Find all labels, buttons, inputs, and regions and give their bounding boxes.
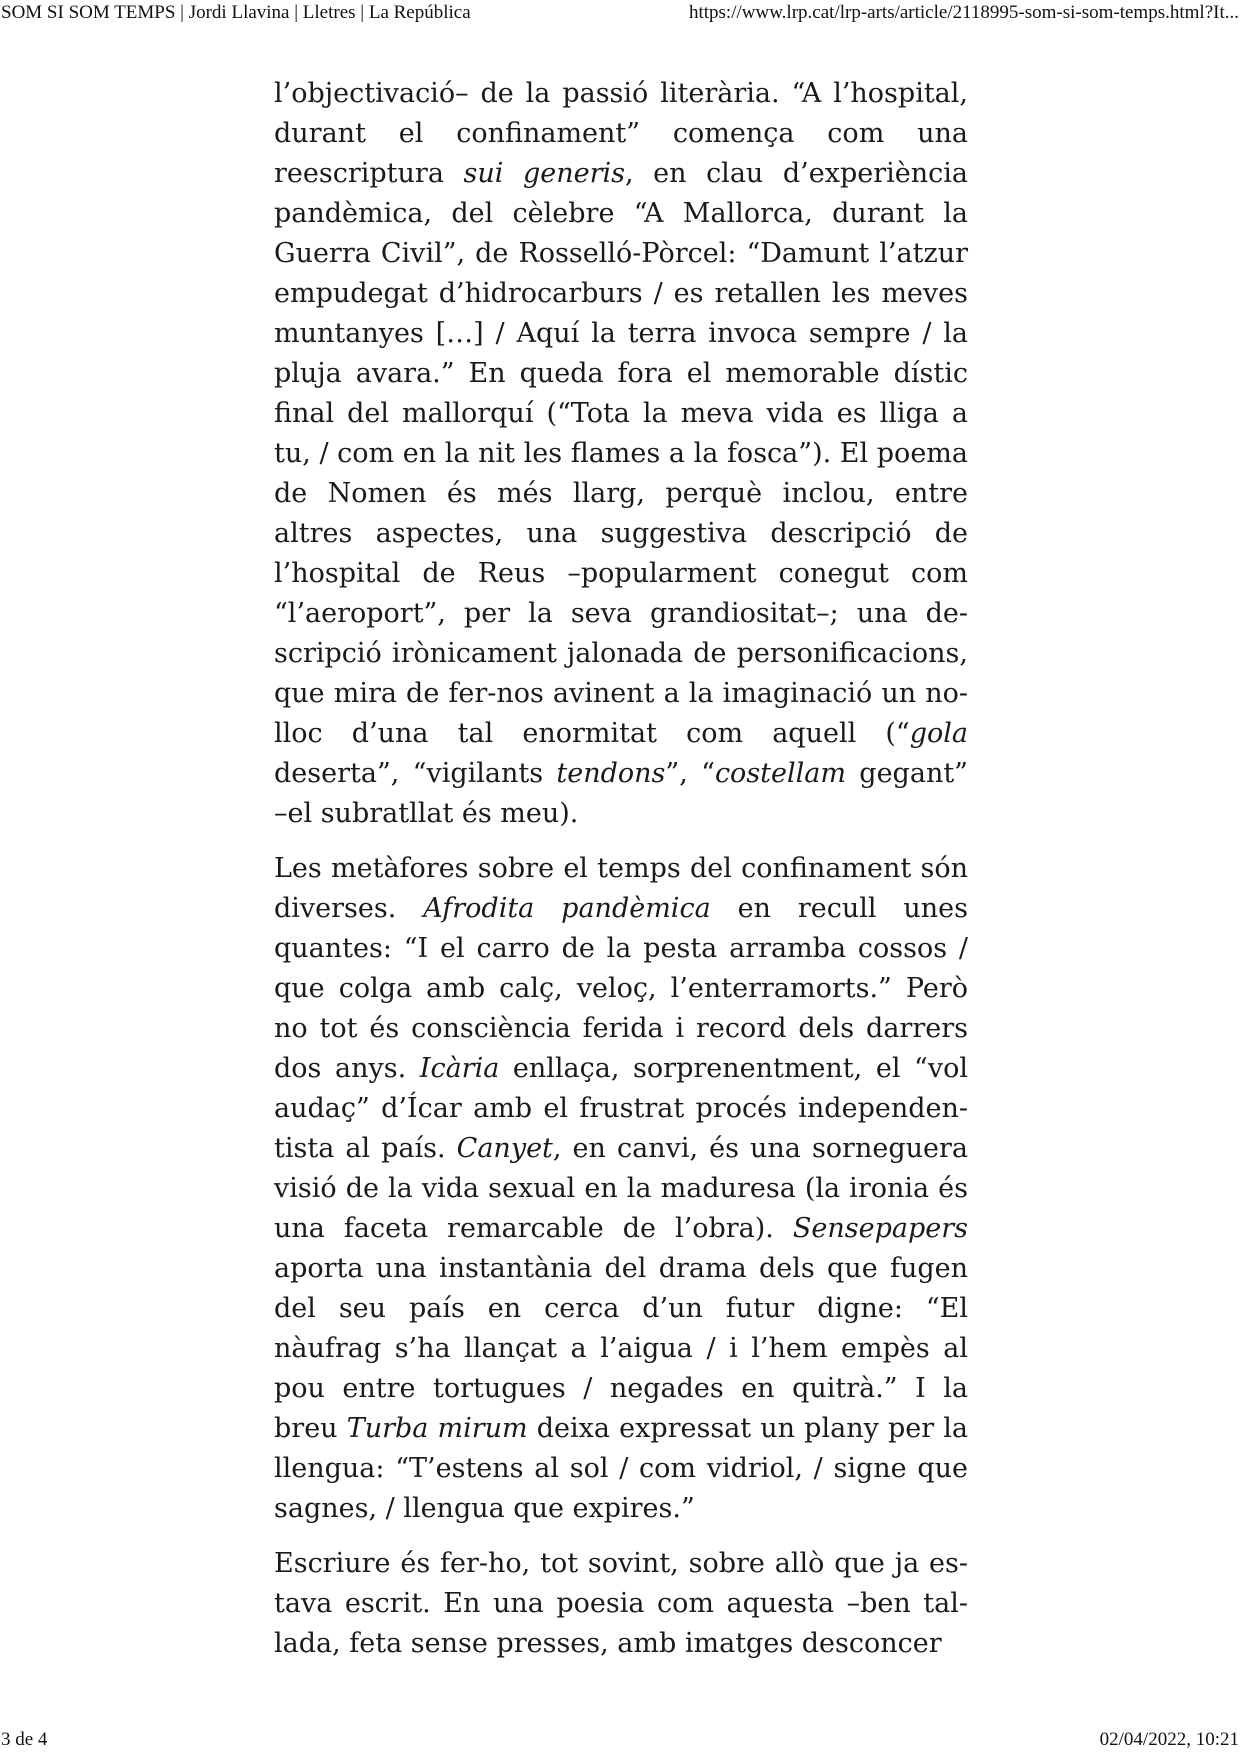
text-run: deserta”, “vigilants [274, 758, 557, 789]
italic-phrase: Icària [419, 1053, 500, 1084]
text-run: deixa expressat un plany per la llengua: “T’estens al sol / com vidriol, / signe que sagnes, / llengua que expires.” [274, 1413, 968, 1524]
text-run: gegant” –el subratllat és meu). [274, 758, 968, 829]
paragraph-3 [274, 1544, 968, 1664]
italic-phrase: Afrodita pandèmica [423, 893, 711, 924]
article-body [274, 74, 968, 1679]
page-counter: 3 de 4 [1, 1729, 48, 1750]
italic-phrase: Turba mirum [346, 1413, 528, 1444]
print-datetime: 02/04/2022, 10:21 [1099, 1729, 1239, 1750]
paragraph-1 [274, 74, 968, 834]
page-url[interactable]: https://www.lrp.cat/lrp-arts/article/2118995-som-si-som-temps.html?It... [688, 2, 1239, 23]
paragraph-2 [274, 849, 968, 1529]
text-run: Les metàfores sobre el temps del confinament són diverses. [274, 853, 968, 924]
text-run: , en canvi, és una sorneguera visió de la vida sexual en la maduresa (la ironia és una faceta remarcable de l’obra). [274, 1133, 968, 1244]
text-run: , en clau d’experiència pandèmica, del cèlebre “A Mallorca, durant la Guerra Civil”, de Rosselló-Pòrcel: “Damunt l’atzur empudegat d’hidrocarburs / es retallen les meves muntanyes […] / Aquí la terra invoca sempre / la pluja avara.” En queda fora el memorable dístic final del mallorquí (“Tota la meva vida es lliga a tu, / com en la nit les flames a la fosca”). El poema de Nomen és més llarg, perquè inclou, entre altres aspectes, una suggestiva descripció de l’hospital de Reus –popularment conegut com “l’aeroport”, per la seva grandiositat–; una descripció irònicament jalonada de personificacions, que mira de fer-nos avinent a la imaginació un no-lloc d’una tal enormitat com aquell (“ [274, 158, 968, 749]
italic-phrase: sui generis [463, 158, 625, 189]
page-title: SOM SI SOM TEMPS | Jordi Llavina | Lletres | La República [1, 2, 471, 23]
print-header [0, 0, 1241, 28]
italic-phrase: gola [909, 718, 968, 749]
italic-phrase: Canyet [456, 1133, 553, 1164]
italic-phrase: Sensepapers [792, 1213, 968, 1244]
text-run: enllaça, sorprenentment, el “vol audaç” d’Ícar amb el frustrat procés independentista al país. [274, 1053, 968, 1164]
text-run: en recull unes quantes: “I el carro de la pesta arramba cossos / que colga amb calç, veloç, l’enterramorts.” Però no tot és consciència ferida i record dels darrers dos anys. [274, 893, 968, 1084]
text-run: ”, “ [665, 758, 715, 789]
text-run: Escriure és fer-ho, tot sovint, sobre allò que ja estava escrit. En una poesia com aquesta –ben tallada, feta sense presses, amb imatges desconcer [274, 1548, 968, 1659]
print-footer [0, 1727, 1241, 1753]
italic-phrase: tendons [556, 758, 666, 789]
text-run: l’objectivació– de la passió literària. “A l’hospital, durant el confinament” comença com una reescriptura [274, 78, 968, 189]
text-run: aporta una instantània del drama dels que fugen del seu país en cerca d’un futur digne: “El nàufrag s’ha llançat a l’aigua / i l’hem empès al pou entre tortugues / negades en quitrà.” I la breu [274, 1253, 968, 1444]
italic-phrase: costellam [714, 758, 846, 789]
